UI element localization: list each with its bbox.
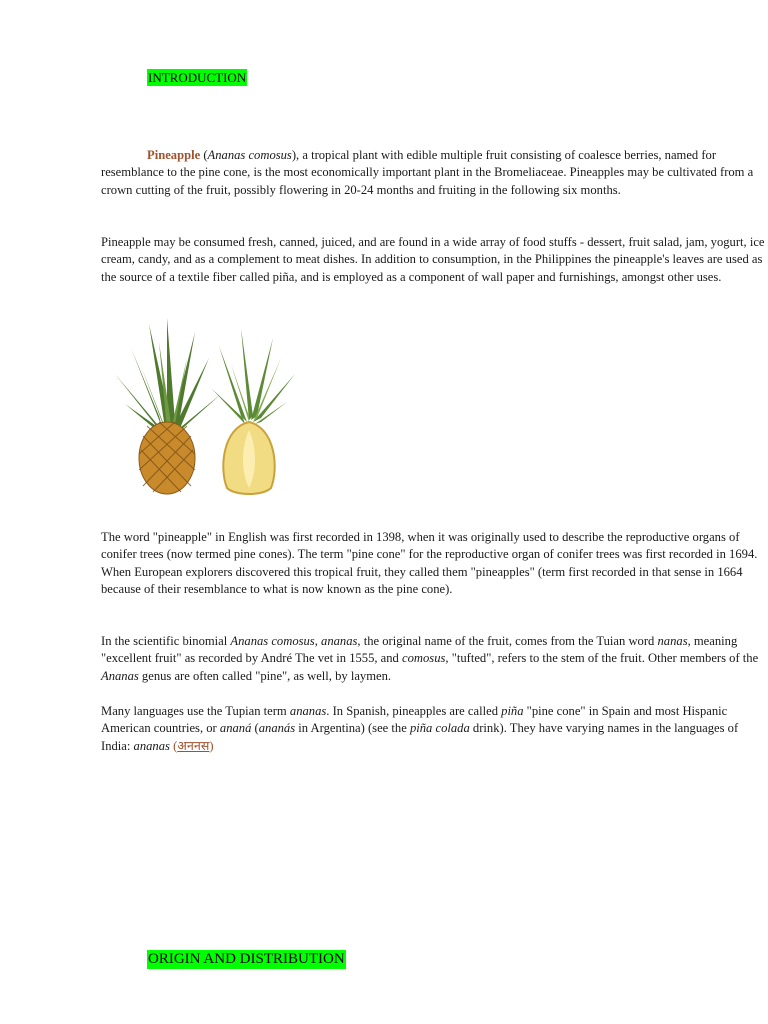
- p4-c: ,: [314, 634, 322, 648]
- heading-introduction: INTRODUCTION: [148, 70, 247, 85]
- p5-j: piña colada: [409, 721, 470, 736]
- p4-f: nanas: [657, 634, 688, 648]
- p5-i: in Argentina) (see the: [295, 721, 410, 736]
- hindi-word-link[interactable]: अननस: [177, 738, 210, 753]
- p4-e: , the original name of the fruit, comes from the Tuian word: [357, 634, 658, 648]
- p4-b: Ananas comosus: [230, 634, 315, 648]
- p4-j: Ananas: [101, 668, 139, 683]
- p5-a: Many languages use the Tupian term: [101, 704, 290, 718]
- p4-d: ananas: [321, 634, 358, 648]
- paragraph-languages: [101, 703, 767, 755]
- p5-m: (: [169, 738, 178, 753]
- p4-g: , meaning "excellent fruit" as recorded by André The vet in 1555, and: [101, 634, 738, 666]
- paragraph-uses: Pineapple may be consumed fresh, canned, juiced, and are found in a wide array of food stuffs - dessert, fruit salad, jam, yogurt, ice cream, candy, and as a complement to meat dishes. In addition to consumption, in the Philippines the pineapple's leaves are used as the source of a textile fiber called piña, and is employed as a component of wall paper and furnishings, amongst other uses.: [101, 235, 765, 284]
- p4-a: In the scientific binomial: [101, 634, 231, 648]
- p5-e: "pine cone" in Spain and most Hispanic American countries, or: [101, 704, 728, 736]
- p5-o: ): [209, 738, 214, 753]
- p1-open-paren: (: [200, 148, 208, 162]
- p5-c: . In Spanish, pineapples are called: [326, 704, 502, 718]
- p4-i: , "tufted", refers to the stem of the fruit. Other members of the: [445, 651, 759, 666]
- scientific-name: Ananas comosus: [207, 148, 292, 162]
- p5-f: ananá: [219, 721, 252, 736]
- p4-k: genus are often called "pine", as well, by laymen.: [138, 668, 392, 683]
- p5-g: (: [251, 721, 259, 736]
- p4-h: comosus: [402, 651, 446, 666]
- p5-l: ananas: [133, 738, 170, 753]
- p1-rest: ), a tropical plant with edible multiple fruit consisting of coalesce berries, named for resemblance to the pine cone, is the most economically important plant in the Bromeliaceae. Pineapples may be cultivated from a crown cutting of the fruit, possibly flowering in 20-24 months and fruiting in the following six months.: [101, 148, 754, 197]
- paragraph-binomial: [101, 633, 767, 685]
- heading-origin-distribution: ORIGIN AND DISTRIBUTION: [148, 951, 345, 967]
- pineapple-term: Pineapple: [147, 148, 201, 162]
- p5-h: ananás: [258, 721, 296, 736]
- p5-b: ananas: [289, 704, 327, 718]
- whole-pineapple: [115, 318, 221, 494]
- p5-k: drink). They have varying names in the languages of India:: [101, 721, 739, 753]
- pineapple-photo: [101, 318, 301, 496]
- halved-pineapple: [211, 328, 295, 494]
- p5-d: piña: [501, 704, 524, 718]
- paragraph-definition: [101, 147, 767, 199]
- paragraph-etymology: The word "pineapple" in English was first recorded in 1398, when it was originally used to describe the reproductive organs of conifer trees (now termed pine cones). The term "pine cone" for the reproductive organ of conifer trees was first recorded in 1694. When European explorers discovered this tropical fruit, they called them "pineapples" (term first recorded in that sense in 1664 because of their resemblance to what is now known as the pine cone).: [101, 530, 758, 596]
